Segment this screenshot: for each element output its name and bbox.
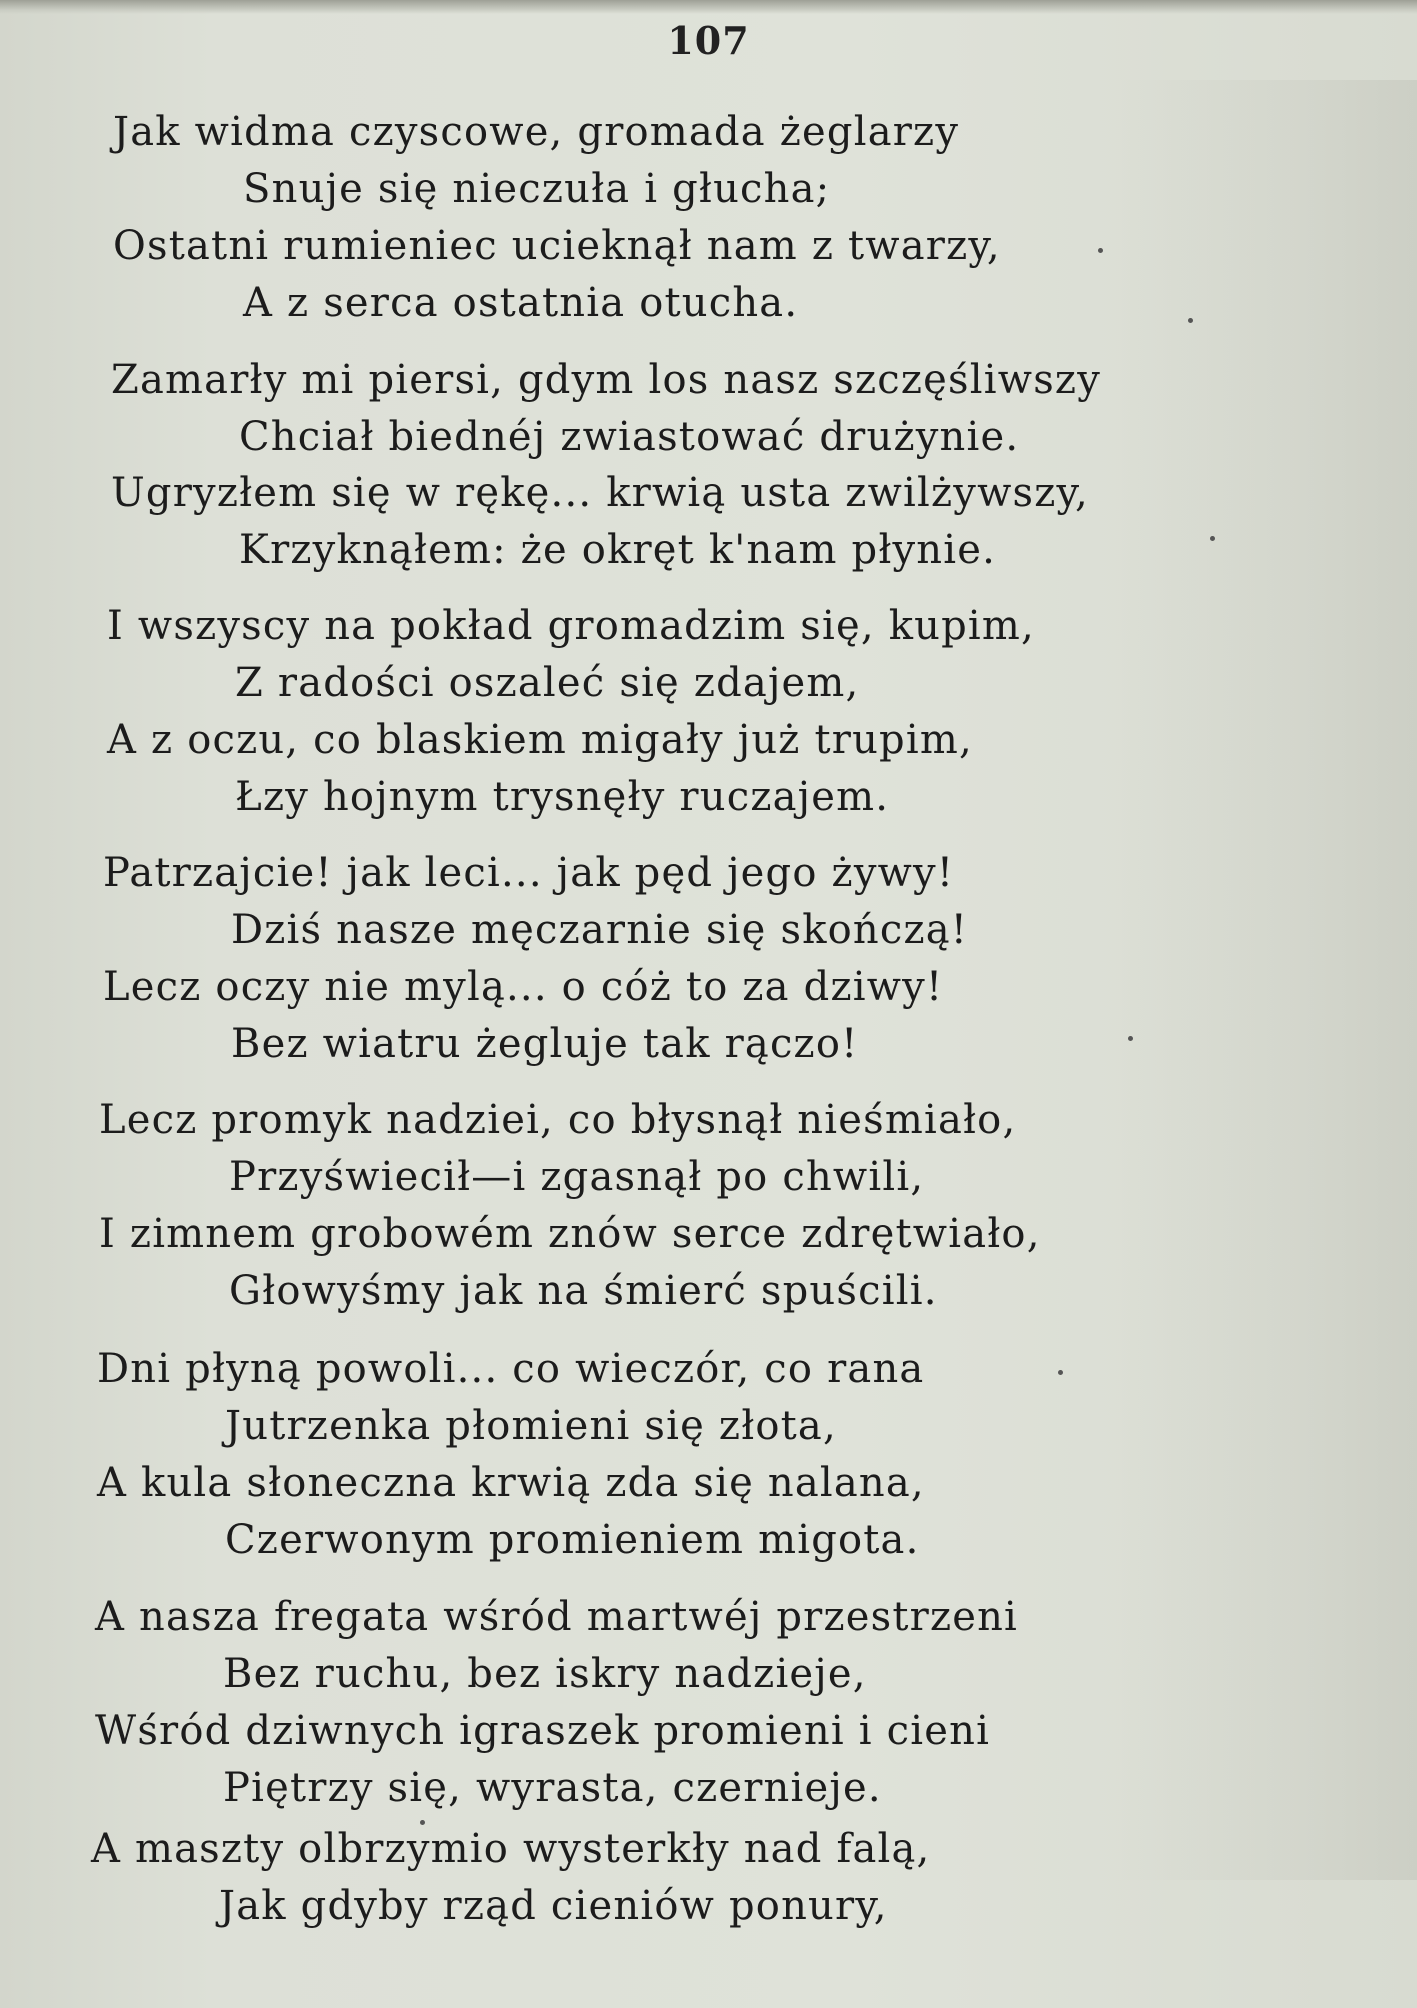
poem-line: Bez ruchu, bez iskry nadzieje, xyxy=(223,1651,867,1697)
poem-line: Krzyknąłem: że okręt k'nam płynie. xyxy=(239,527,997,573)
paper-speck xyxy=(1128,1036,1133,1041)
poem-line: Przyświecił—i zgasnął po chwili, xyxy=(229,1154,925,1200)
poem-line: Łzy hojnym trysnęły ruczajem. xyxy=(235,774,890,820)
poem-line: Jak widma czyscowe, gromada żeglarzy xyxy=(113,109,960,155)
poem-line: Zamarły mi piersi, gdym los nasz szczęśliwszy xyxy=(111,357,1101,403)
poem-line: I wszyscy na pokład gromadzim się, kupim, xyxy=(107,603,1035,649)
paper-speck xyxy=(420,1820,425,1825)
page-top-edge xyxy=(0,0,1417,14)
poem-line: A kula słoneczna krwią zda się nalana, xyxy=(97,1460,925,1506)
poem-line: A z oczu, co blaskiem migały już trupim, xyxy=(107,717,973,763)
poem-line: Z radości oszaleć się zdajem, xyxy=(235,660,860,706)
poem-line: Bez wiatru żegluje tak rączo! xyxy=(231,1021,859,1067)
poem-line: A nasza fregata wśród martwéj przestrzeni xyxy=(95,1594,1019,1640)
poem-line: Dni płyną powoli... co wieczór, co rana xyxy=(97,1346,925,1392)
poem-line: I zimnem grobowém znów serce zdrętwiało, xyxy=(99,1211,1041,1257)
poem-line: Ugryzłem się w rękę... krwią usta zwilżywszy, xyxy=(111,470,1089,516)
paper-speck xyxy=(1058,1370,1063,1375)
paper-speck xyxy=(1098,248,1103,253)
poem-line: Jutrzenka płomieni się złota, xyxy=(225,1403,837,1449)
poem-line: A maszty olbrzymio wysterkły nad falą, xyxy=(91,1826,931,1872)
poem-line: Dziś nasze męczarnie się skończą! xyxy=(231,907,969,953)
poem-line: Wśród dziwnych igraszek promieni i cieni xyxy=(95,1708,991,1754)
poem-line: Jak gdyby rząd cieniów ponury, xyxy=(219,1883,888,1929)
poem-line: Patrzajcie! jak leci... jak pęd jego żywy! xyxy=(103,850,955,896)
poem-line: Lecz promyk nadziei, co błysnął nieśmiało, xyxy=(99,1097,1017,1143)
page-number: 107 xyxy=(667,18,750,63)
poem-line: Lecz oczy nie mylą... o cóż to za dziwy! xyxy=(103,964,944,1010)
poem-line: Czerwonym promieniem migota. xyxy=(225,1517,920,1563)
poem-line: A z serca ostatnia otucha. xyxy=(243,280,799,326)
paper-speck xyxy=(1210,536,1215,541)
poem-line: Ostatni rumieniec ucieknął nam z twarzy, xyxy=(113,223,1001,269)
poem-line: Chciał biednéj zwiastować drużynie. xyxy=(239,414,1020,460)
poem-line: Snuje się nieczuła i głucha; xyxy=(243,166,831,212)
poem-line: Głowyśmy jak na śmierć spuścili. xyxy=(229,1268,938,1314)
page-bleed-through xyxy=(1117,80,1417,1880)
poem-line: Piętrzy się, wyrasta, czernieje. xyxy=(223,1765,882,1811)
paper-speck xyxy=(1188,318,1193,323)
